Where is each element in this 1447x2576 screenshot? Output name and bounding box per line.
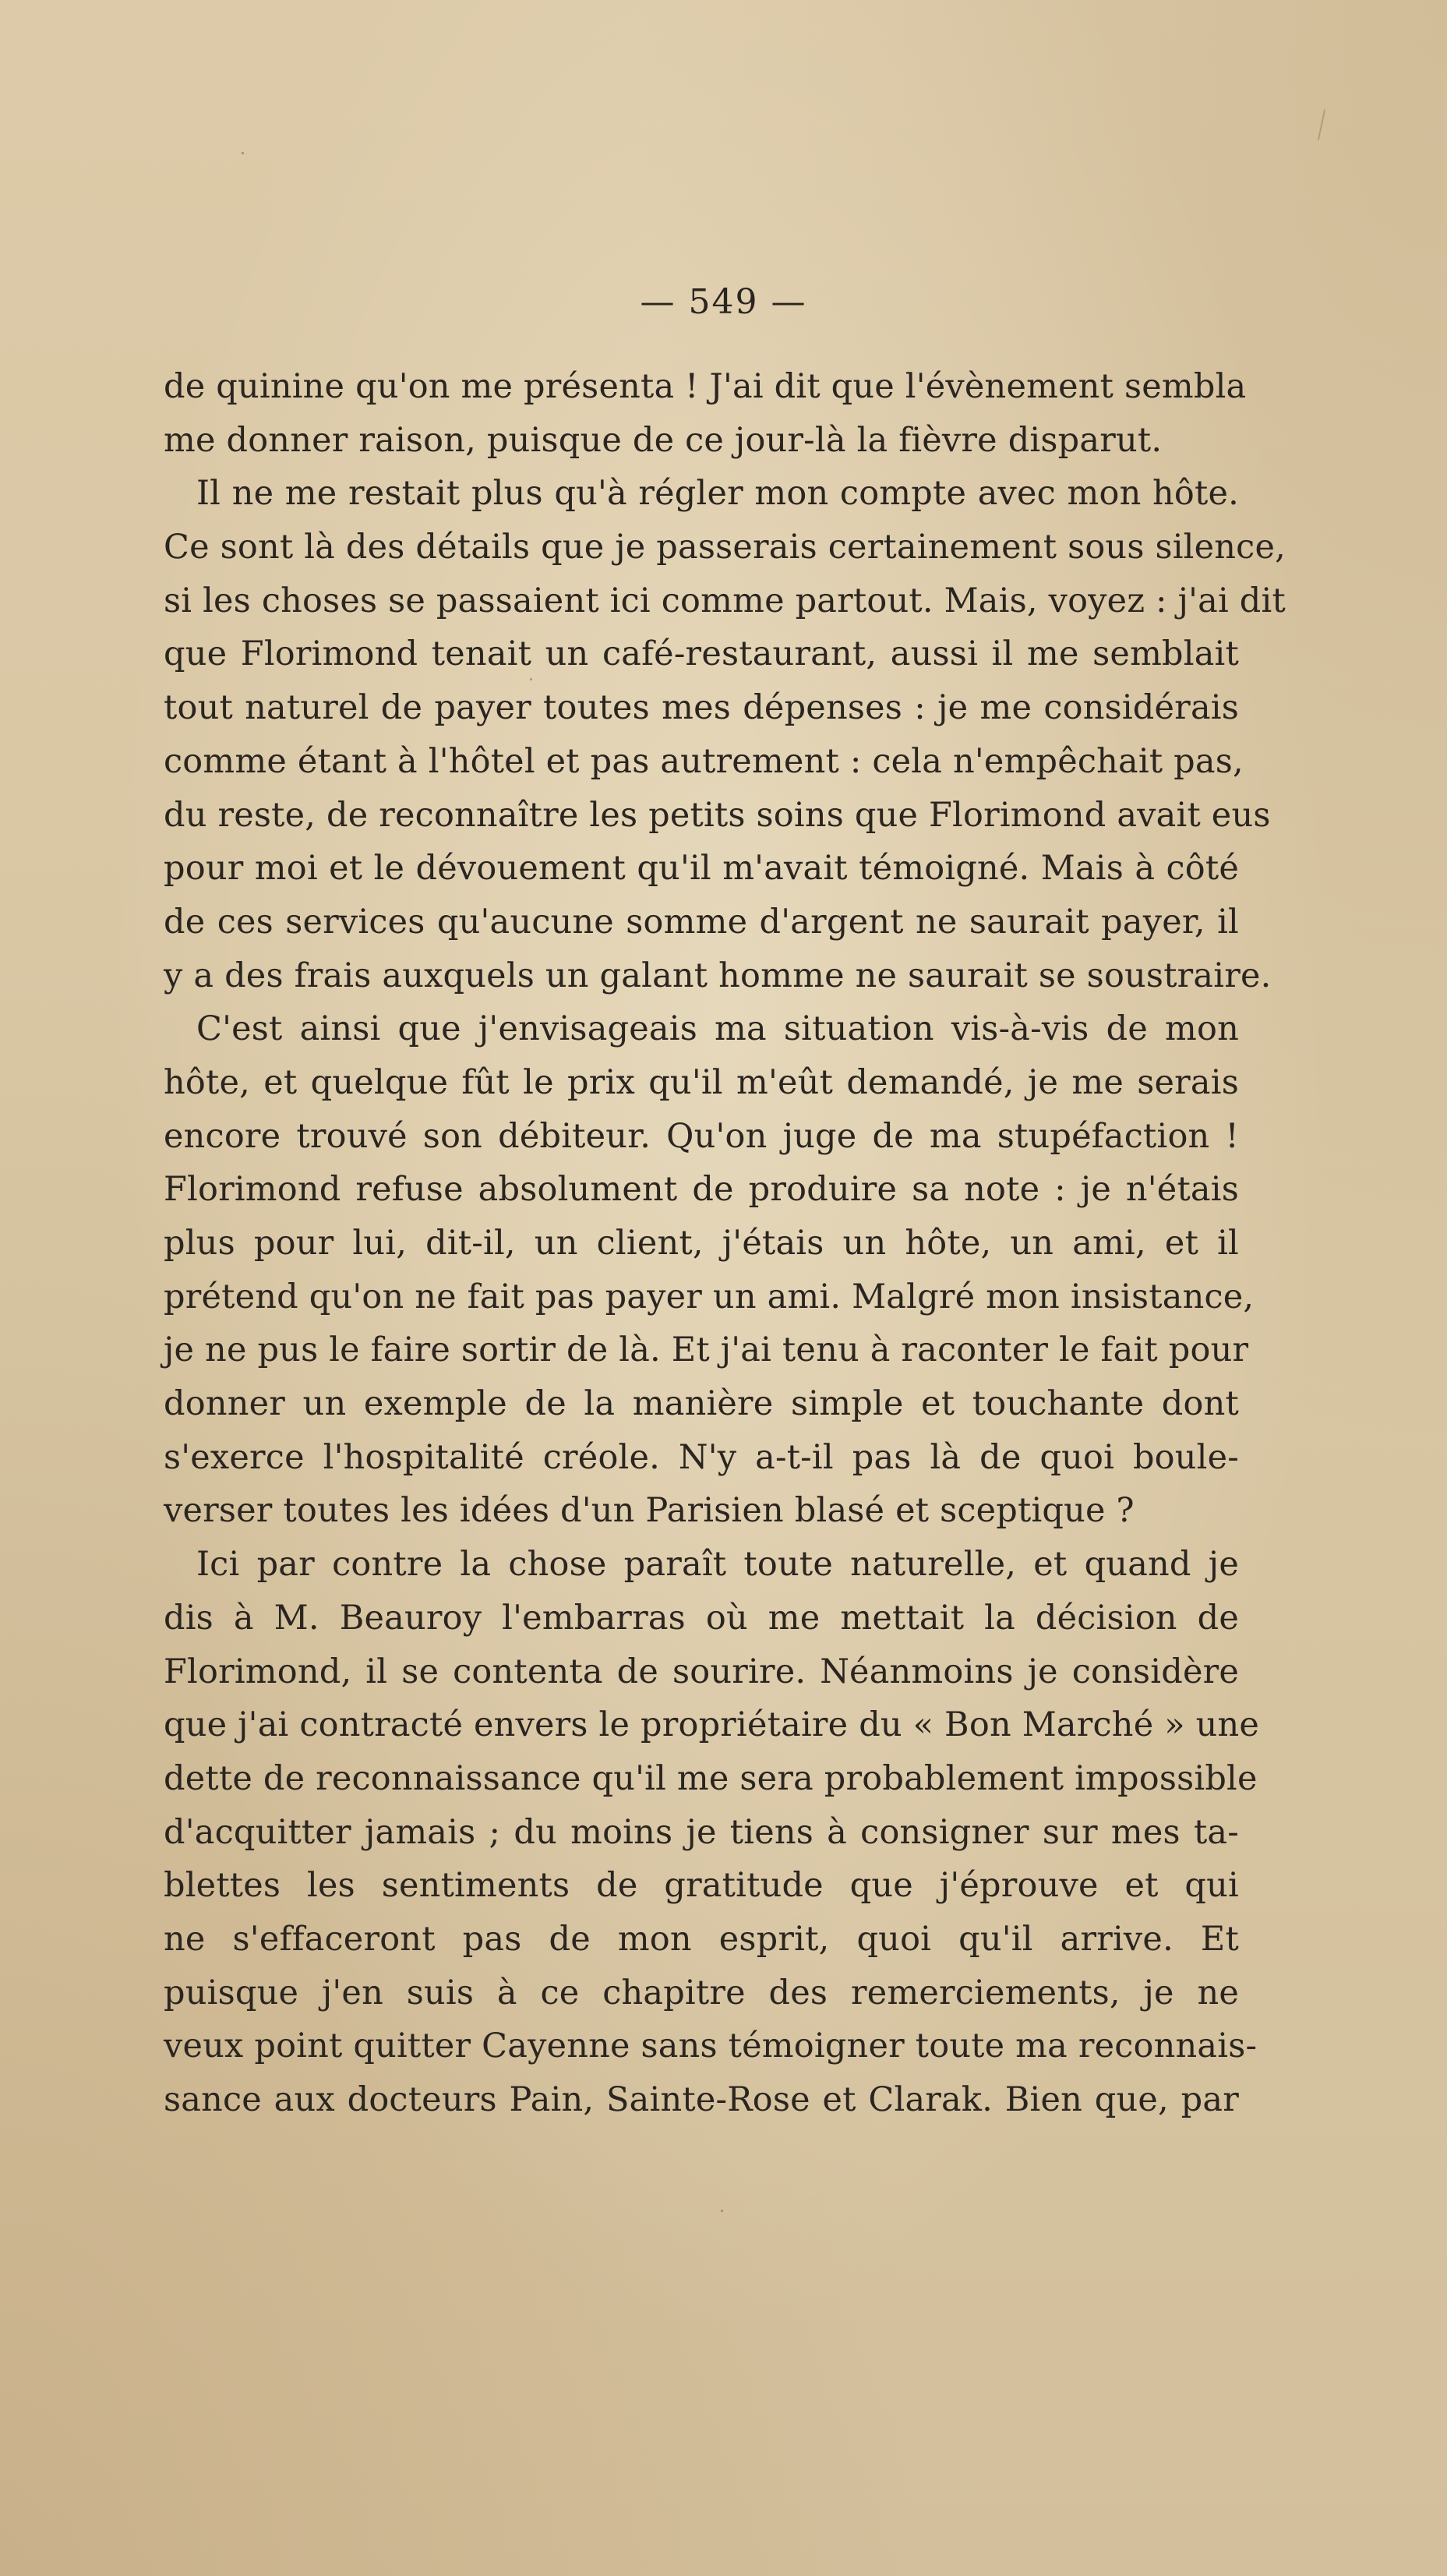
text-line: encore trouvé son débiteur. Qu'on juge de ma stupéfaction ! [164, 1116, 1239, 1156]
text-line: C'est ainsi que j'envisageais ma situation vis-à-vis de mon [196, 1009, 1239, 1049]
text-line: puisque j'en suis à ce chapitre des remerciements, je ne [164, 1973, 1239, 2012]
text-line: dette de reconnaissance qu'il me sera probablement impossible [164, 1758, 1258, 1798]
text-line: prétend qu'on ne fait pas payer un ami. Malgré mon insistance, [164, 1277, 1255, 1316]
paper-crease [1318, 109, 1325, 140]
text-line: me donner raison, puisque de ce jour-là la fièvre disparut. [164, 420, 1163, 460]
text-line: dis à M. Beauroy l'embarras où me mettait la décision de [164, 1598, 1239, 1638]
text-line: Florimond, il se contenta de sourire. Néanmoins je considère [164, 1652, 1239, 1691]
text-line: que j'ai contracté envers le propriétaire du « Bon Marché » une [164, 1705, 1260, 1745]
text-line: tout naturel de payer toutes mes dépenses : je me considérais [164, 688, 1239, 728]
paper-speck [721, 2210, 723, 2212]
text-line: que Florimond tenait un café-restaurant, aussi il me semblait [164, 634, 1239, 674]
page-number: — 549 — [640, 282, 807, 322]
text-line: y a des frais auxquels un galant homme ne saurait se soustraire. [164, 956, 1272, 995]
text-line: ne s'effaceront pas de mon esprit, quoi qu'il arrive. Et [164, 1919, 1239, 1959]
text-line: hôte, et quelque fût le prix qu'il m'eût demandé, je me serais [164, 1062, 1239, 1102]
text-line: s'exerce l'hospitalité créole. N'y a-t-il pas là de quoi boule- [164, 1437, 1239, 1477]
text-line: comme étant à l'hôtel et pas autrement : cela n'empêchait pas, [164, 741, 1244, 781]
text-line: Florimond refuse absolument de produire sa note : je n'étais [164, 1170, 1239, 1210]
body-text [164, 360, 1286, 2127]
text-line: Il ne me restait plus qu'à régler mon compte avec mon hôte. [196, 474, 1239, 514]
text-line: sance aux docteurs Pain, Sainte-Rose et Clarak. Bien que, par [164, 2080, 1239, 2119]
text-line: plus pour lui, dit-il, un client, j'étais un hôte, un ami, et il [164, 1224, 1239, 1263]
text-line: d'acquitter jamais ; du moins je tiens à consigner sur mes ta- [164, 1812, 1239, 1852]
text-line: du reste, de reconnaître les petits soins que Florimond avait eus [164, 795, 1271, 835]
text-line: blettes les sentiments de gratitude que j'éprouve et qui [164, 1866, 1239, 1906]
text-line: Ici par contre la chose paraît toute naturelle, et quand je [196, 1545, 1239, 1585]
paper-speck [242, 152, 244, 154]
text-line: verser toutes les idées d'un Parisien blasé et sceptique ? [164, 1491, 1135, 1531]
text-line: de quinine qu'on me présenta ! J'ai dit que l'évènement sembla [164, 367, 1247, 406]
text-line: donner un exemple de la manière simple et touchante dont [164, 1384, 1239, 1424]
text-line: de ces services qu'aucune somme d'argent ne saurait payer, il [164, 902, 1239, 942]
text-line: si les choses se passaient ici comme partout. Mais, voyez : j'ai dit [164, 581, 1286, 620]
text-line: je ne pus le faire sortir de là. Et j'ai tenu à raconter le fait pour [164, 1330, 1249, 1370]
text-line: veux point quitter Cayenne sans témoigner toute ma reconnais- [164, 2027, 1258, 2066]
text-line: Ce sont là des détails que je passerais certainement sous silence, [164, 528, 1286, 567]
text-line: pour moi et le dévouement qu'il m'avait témoigné. Mais à côté [164, 849, 1239, 889]
